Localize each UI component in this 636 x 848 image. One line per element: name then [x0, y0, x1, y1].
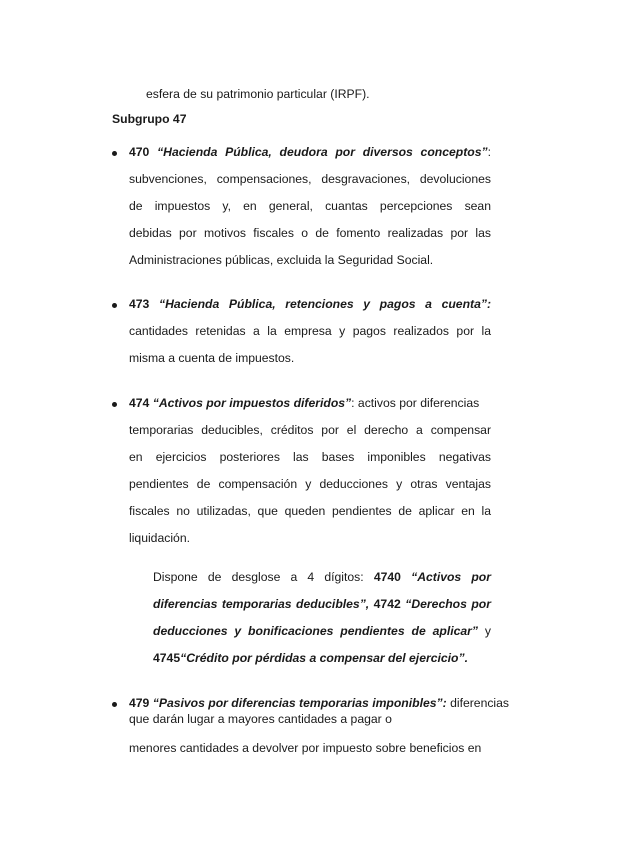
item-470-first-line: 470 “Hacienda Pública, deudora por diversos conceptos”:	[129, 145, 491, 159]
item-473-first-line: 473 “Hacienda Pública, retenciones y pagos a cuenta”:	[129, 297, 491, 311]
item-470-line: debidas por motivos fiscales o de fomento realizadas por las	[129, 226, 491, 240]
item-474-line: pendientes de compensación y deducciones y otras ventajas	[129, 477, 491, 491]
item-474-line: fiscales no utilizadas, que queden pendientes de aplicar en la	[129, 504, 491, 518]
item-470-line: subvenciones, compensaciones, desgravaciones, devoluciones	[129, 172, 491, 186]
bullet-icon	[112, 151, 117, 156]
breakdown-line: Dispone de desglose a 4 dígitos: 4740 “Activos por	[153, 570, 491, 584]
item-474-first-line: 474 “Activos por impuestos diferidos”: activos por diferencias	[129, 396, 480, 410]
bullet-icon	[112, 402, 117, 407]
item-474-line: en ejercicios posteriores las bases imponibles negativas	[129, 450, 491, 464]
breakdown-line: diferencias temporarias deducibles”, 4742 “Derechos por	[153, 597, 491, 611]
item-473-line: misma a cuenta de impuestos.	[129, 351, 295, 365]
bullet-icon	[112, 303, 117, 308]
item-479-first-line: 479 “Pasivos por diferencias temporarias imponibles”: diferencias	[129, 696, 510, 710]
subgroup-heading: Subgrupo 47	[112, 112, 187, 126]
item-470-line: Administraciones públicas, excluida la Seguridad Social.	[129, 253, 434, 267]
item-479-line: menores cantidades a devolver por impuesto sobre beneficios en	[129, 741, 482, 755]
item-479-line: que darán lugar a mayores cantidades a pagar o	[129, 712, 392, 726]
item-474-line: liquidación.	[129, 531, 190, 545]
bullet-icon	[112, 702, 117, 707]
item-470-line: de impuestos y, en general, cuantas percepciones sean	[129, 199, 491, 213]
breakdown-line: deducciones y bonificaciones pendientes de aplicar” y	[153, 624, 491, 638]
intro-line: esfera de su patrimonio particular (IRPF).	[146, 87, 370, 101]
item-473-line: cantidades retenidas a la empresa y pagos realizados por la	[129, 324, 491, 338]
breakdown-line: 4745“Crédito por pérdidas a compensar del ejercicio”.	[153, 651, 468, 665]
item-474-line: temporarias deducibles, créditos por el derecho a compensar	[129, 423, 491, 437]
